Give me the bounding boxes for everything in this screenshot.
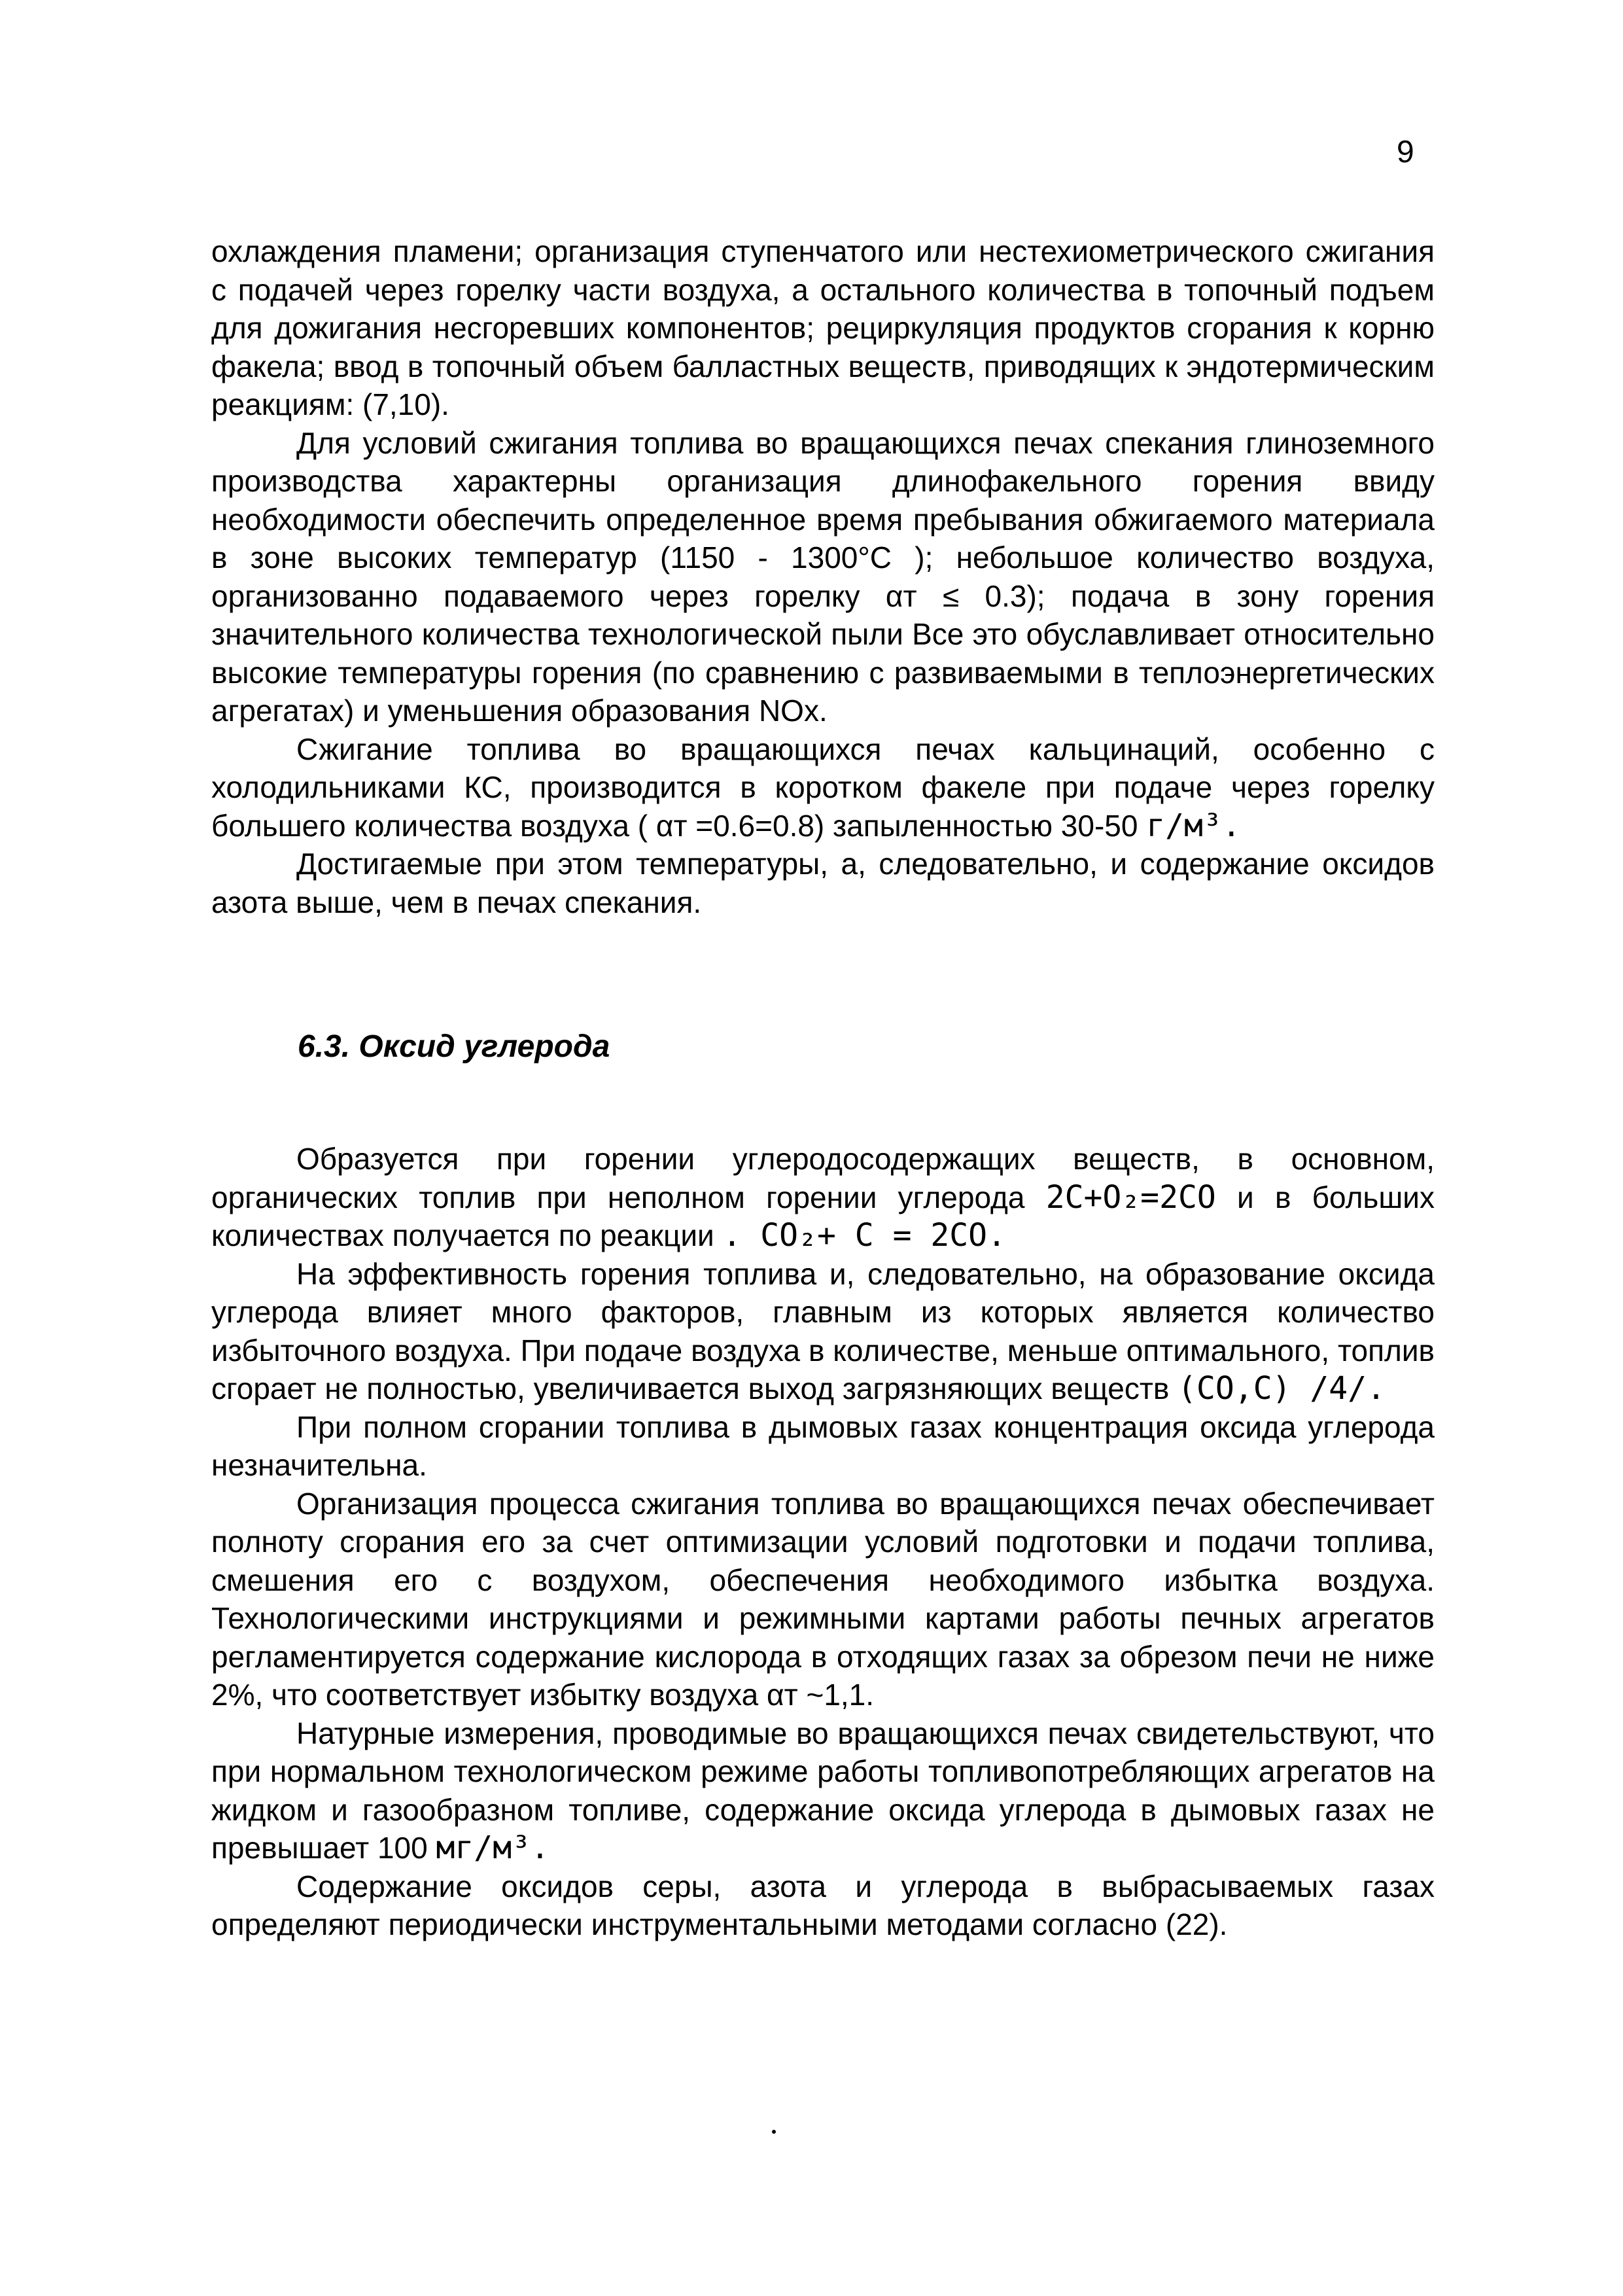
reference: (СО,С) /4/. xyxy=(1178,1370,1386,1407)
page-number: 9 xyxy=(1397,135,1414,169)
alpha-symbol: αт ~1,1. xyxy=(767,1678,875,1712)
paragraph: Достигаемые при этом температуры, а, следовательно, и содержание оксидов азота выше, чем в печах спекания. xyxy=(211,847,1435,919)
concentration-unit: мг/м³. xyxy=(436,1829,550,1866)
paragraph: Образуется при горении углеродосодержащих веществ, в основном, органических топлив при неполном горении углерода 2С+О₂=2СО и в больших количествах получается по реакции . СО₂+ С = 2СО. xyxy=(211,1142,1435,1254)
paragraph: охлаждения пламени; организация ступенчатого или нестехиометрического сжигания с подачей через горелку части воздуха, а остального количества в топочный подъем для дожигания несгоревших компонентов; рециркуляция продуктов сгорания к корню факела; ввод в топочный объем балластных веществ, приводящих к эндотермическим реакциям: (7,10). xyxy=(211,234,1435,421)
paragraph: Натурные измерения, проводимые во вращающихся печах свидетельствуют, что при нормальном технологическом режиме работы топливопотребляющих агрегатов на жидком и газообразном топливе, содержание оксида углерода в дымовых газах не превышает 100 мг/м³. xyxy=(211,1716,1435,1866)
section-nox-text xyxy=(211,232,1435,921)
reaction-formula: . СО₂+ С = 2СО. xyxy=(722,1217,1006,1254)
paragraph: Содержание оксидов серы, азота и углерода в выбрасываемых газах определяют периодически инструментальными методами согласно (22). xyxy=(211,1869,1435,1941)
paragraph: На эффективность горения топлива и, следовательно, на образование оксида углерода влияет много факторов, главным из которых является количество избыточного воздуха. При подаче воздуха в количестве, меньше оптимального, топлив сгорает не полностью, увеличивается выход загрязняющих веществ (СО,С) /4/. xyxy=(211,1256,1435,1407)
paragraph: При полном сгорании топлива в дымовых газах концентрация оксида углерода незначительна. xyxy=(211,1409,1435,1482)
paragraph: Для условий сжигания топлива во вращающихся печах спекания глиноземного производства характерны организация длинофакельного горения ввиду необходимости обеспечить определенное время пребывания обжигаемого материала в зоне высоких температур (1150 - 1300°С ); небольшое количество воздуха, организованно подаваемого через горелку αт ≤ 0.3); подача в зону горения значительного количества технологической пыли Все это обуславливает относительно высокие температуры горения (по сравнению с развиваемыми в теплоэнергетических агрегатах) и уменьшения образования NOх. xyxy=(211,425,1435,728)
temperature-unit: °С xyxy=(858,540,892,574)
section-co-text xyxy=(211,1140,1435,1944)
paragraph: Организация процесса сжигания топлива во вращающихся печах обеспечивает полноту сгорания его за счет оптимизации условий подготовки и подачи топлива, смешения его с воздухом, обеспечения необходимого избытка воздуха. Технологическими инструкциями и режимными картами работы печных агрегатов регламентируется содержание кислорода в отходящих газах за обрезом печи не ниже 2%, что соответствует избытку воздуха αт ~1,1. xyxy=(211,1486,1435,1712)
alpha-symbol: αт xyxy=(655,808,688,843)
reaction-formula: 2С+О₂=2СО xyxy=(1045,1178,1216,1216)
paragraph: Сжигание топлива во вращающихся печах кальцинаций, особенно с холодильниками КС, производится в коротком факеле при подаче через горелку большего количества воздуха ( αт =0.6=0.8) запыленностью 30-50 г/м³. xyxy=(211,732,1435,844)
dust-unit: г/м³. xyxy=(1146,807,1241,844)
alpha-symbol: αт ≤ xyxy=(885,578,960,613)
section-heading: 6.3. Оксид углерода xyxy=(298,1029,610,1064)
scan-speck xyxy=(772,2130,776,2134)
nox-formula: NOх. xyxy=(758,694,828,728)
